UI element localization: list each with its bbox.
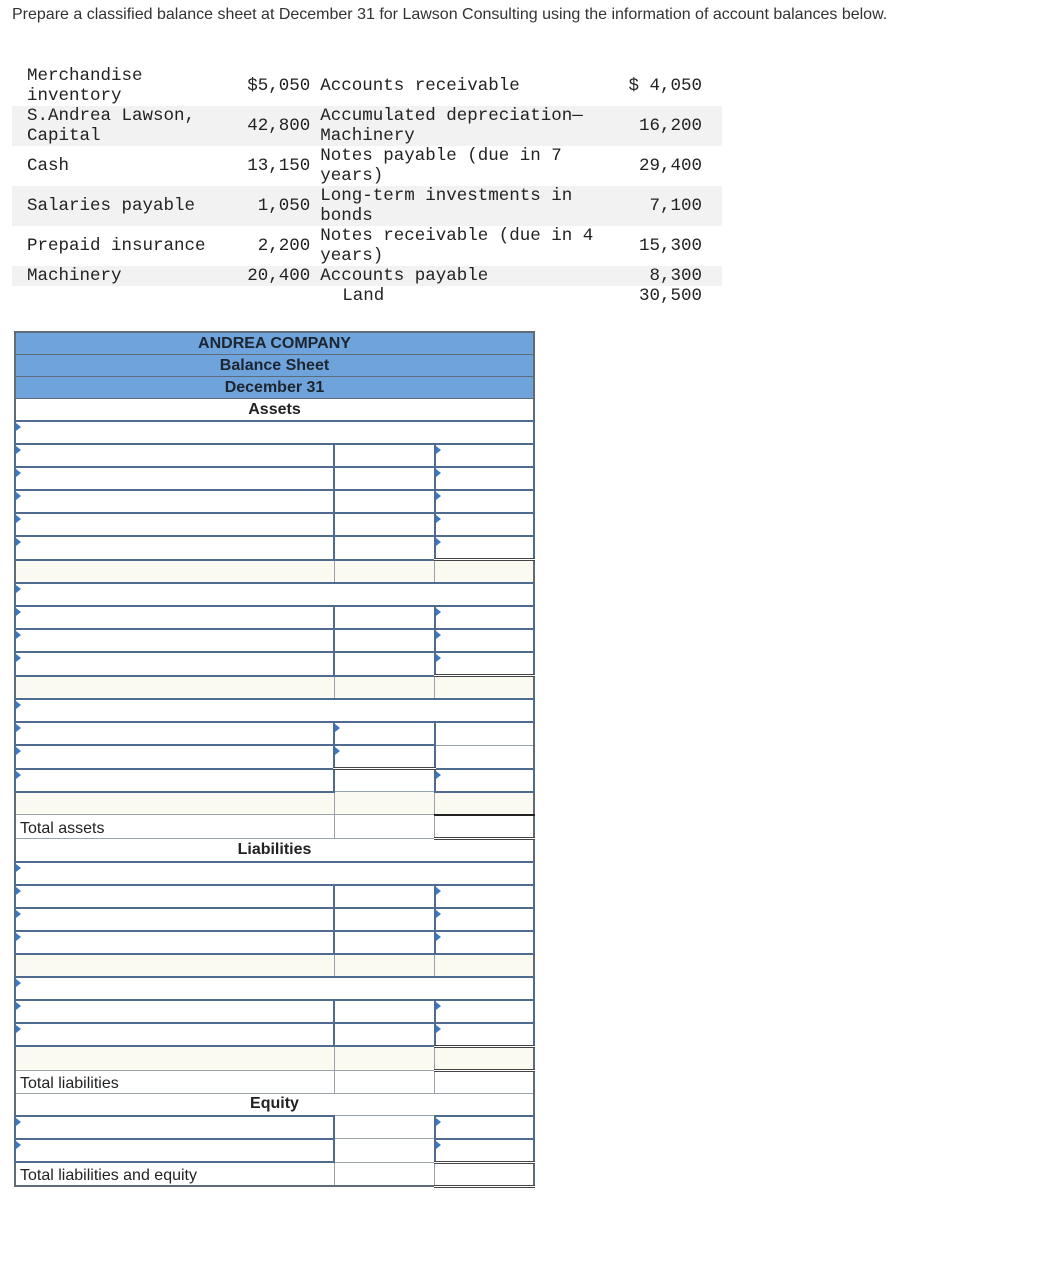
asset-account-input[interactable] <box>15 629 334 652</box>
assets-heading: Assets <box>15 399 534 422</box>
account-row <box>12 106 722 146</box>
liability-subtotal-amount <box>334 1046 434 1070</box>
statement-title: Balance Sheet <box>15 355 534 377</box>
asset-account-input[interactable] <box>15 606 334 629</box>
liability-account-input[interactable] <box>15 908 334 931</box>
account-row <box>12 286 722 306</box>
liability-account-input[interactable] <box>15 885 334 908</box>
asset-amount-input[interactable] <box>334 513 434 536</box>
asset-total-input[interactable] <box>435 769 534 792</box>
account-row <box>12 146 722 186</box>
liability-amount-input[interactable] <box>334 931 434 954</box>
liability-subtotal-label <box>15 954 334 977</box>
asset-account-input[interactable] <box>15 490 334 513</box>
account-name: Accumulated depreciation— Machinery <box>320 106 607 146</box>
liability-total-input[interactable] <box>435 885 534 908</box>
account-name: Machinery <box>12 266 226 286</box>
total-assets-label: Total assets <box>15 815 334 839</box>
account-name: Accounts payable <box>320 266 607 286</box>
account-row <box>12 186 722 226</box>
account-name: Salaries payable <box>12 186 226 226</box>
account-value: 30,500 <box>638 286 702 306</box>
liability-account-input[interactable] <box>15 1000 334 1023</box>
account-value: 15,300 <box>638 236 702 256</box>
account-value: 16,200 <box>608 106 723 146</box>
asset-subtotal-label <box>15 676 334 700</box>
account-name: Accounts receivable <box>320 76 520 96</box>
total-liabilities-equity-label: Total liabilities and equity <box>15 1162 334 1186</box>
asset-total-input[interactable] <box>435 652 534 676</box>
asset-amount-cell <box>334 769 434 792</box>
asset-amount-input[interactable] <box>334 722 434 745</box>
total-liabilities-amount <box>334 1070 434 1093</box>
account-value <box>226 286 321 306</box>
asset-amount-input[interactable] <box>334 629 434 652</box>
balance-sheet-worksheet <box>14 331 535 1188</box>
asset-total-input[interactable] <box>435 467 534 490</box>
liability-amount-input[interactable] <box>334 1000 434 1023</box>
liability-subtotal-amount <box>334 954 434 977</box>
account-value: 8,300 <box>608 266 723 286</box>
account-value: 7,100 <box>608 186 723 226</box>
statement-date: December 31 <box>15 377 534 399</box>
account-value: 13,150 <box>247 156 311 176</box>
total-liabilities-equity-input[interactable] <box>435 1162 534 1186</box>
total-liabilities-label: Total liabilities <box>15 1070 334 1093</box>
asset-subtotal-label <box>15 792 334 815</box>
asset-total-input[interactable] <box>435 444 534 467</box>
asset-amount-input[interactable] <box>334 606 434 629</box>
asset-amount-input[interactable] <box>334 536 434 560</box>
account-name <box>12 286 226 306</box>
account-value: 42,800 <box>226 106 321 146</box>
equity-account-input[interactable] <box>15 1139 334 1163</box>
asset-total-input[interactable] <box>435 629 534 652</box>
asset-subtotal-total <box>435 792 534 815</box>
account-value: 2,200 <box>257 236 311 256</box>
account-row <box>12 226 722 266</box>
asset-account-input[interactable] <box>15 536 334 560</box>
company-name: ANDREA COMPANY <box>15 332 534 355</box>
asset-section-input[interactable] <box>15 583 534 606</box>
asset-account-input[interactable] <box>15 745 334 769</box>
account-name: Merchandise inventory <box>27 66 143 106</box>
liability-total-input[interactable] <box>435 1023 534 1047</box>
equity-amount-cell <box>334 1116 434 1139</box>
asset-amount-input[interactable] <box>334 745 434 769</box>
asset-subtotal-total <box>435 676 534 700</box>
total-liabilities-input[interactable] <box>435 1070 534 1093</box>
account-name: Long-term investments in bonds <box>320 186 607 226</box>
asset-account-input[interactable] <box>15 513 334 536</box>
asset-amount-input[interactable] <box>334 444 434 467</box>
liability-subtotal-total <box>435 1046 534 1070</box>
total-liabilities-equity-amount <box>334 1162 434 1186</box>
asset-total-cell <box>435 745 534 769</box>
liability-amount-input[interactable] <box>334 1023 434 1047</box>
liability-subtotal-total <box>435 954 534 977</box>
equity-heading: Equity <box>15 1093 534 1116</box>
equity-account-input[interactable] <box>15 1116 334 1139</box>
equity-amount-cell <box>334 1139 434 1163</box>
asset-section-input[interactable] <box>15 699 534 722</box>
instructions-text: Prepare a classified balance sheet at December 31 for Lawson Consulting using the information of account balances below. <box>12 6 888 23</box>
account-name: Prepaid insurance <box>27 236 206 256</box>
asset-section-input[interactable] <box>15 421 534 444</box>
liabilities-heading: Liabilities <box>15 838 534 862</box>
equity-total-input[interactable] <box>435 1139 534 1163</box>
liability-account-input[interactable] <box>15 931 334 954</box>
asset-account-input[interactable] <box>15 444 334 467</box>
account-name: S.Andrea Lawson, Capital <box>12 106 226 146</box>
asset-account-input[interactable] <box>15 722 334 745</box>
total-assets-amount <box>334 815 434 839</box>
liability-amount-input[interactable] <box>334 908 434 931</box>
liability-section-input[interactable] <box>15 862 534 885</box>
asset-account-input[interactable] <box>15 467 334 490</box>
asset-total-input[interactable] <box>435 513 534 536</box>
liability-total-input[interactable] <box>435 1000 534 1023</box>
total-assets-input[interactable] <box>435 815 534 839</box>
asset-total-cell <box>435 722 534 745</box>
liability-subtotal-label <box>15 1046 334 1070</box>
account-name: Cash <box>27 156 70 176</box>
asset-subtotal-amount <box>334 560 434 584</box>
asset-account-input[interactable] <box>15 652 334 676</box>
account-value: 1,050 <box>226 186 321 226</box>
account-name: Land <box>342 286 385 306</box>
asset-subtotal-total <box>435 560 534 584</box>
asset-account-input[interactable] <box>15 769 334 792</box>
liability-total-input[interactable] <box>435 931 534 954</box>
account-name: Notes receivable (due in 4 years) <box>320 226 594 266</box>
asset-subtotal-label <box>15 560 334 584</box>
asset-subtotal-amount <box>334 792 434 815</box>
asset-amount-input[interactable] <box>334 490 434 513</box>
liability-total-input[interactable] <box>435 908 534 931</box>
asset-subtotal-amount <box>334 676 434 700</box>
account-value: $5,050 <box>247 76 311 96</box>
account-name: Notes payable (due in 7 years) <box>320 146 562 186</box>
account-value: 20,400 <box>226 266 321 286</box>
account-balances-table <box>12 66 722 306</box>
account-row <box>12 266 722 286</box>
liability-amount-input[interactable] <box>334 885 434 908</box>
liability-account-input[interactable] <box>15 1023 334 1047</box>
account-value: 29,400 <box>638 156 702 176</box>
equity-total-input[interactable] <box>435 1116 534 1139</box>
asset-amount-input[interactable] <box>334 467 434 490</box>
asset-amount-input[interactable] <box>334 652 434 676</box>
asset-total-input[interactable] <box>435 536 534 560</box>
liability-section-input[interactable] <box>15 977 534 1000</box>
asset-total-input[interactable] <box>435 606 534 629</box>
account-row <box>12 66 722 106</box>
asset-total-input[interactable] <box>435 490 534 513</box>
account-value: $ 4,050 <box>628 76 702 96</box>
